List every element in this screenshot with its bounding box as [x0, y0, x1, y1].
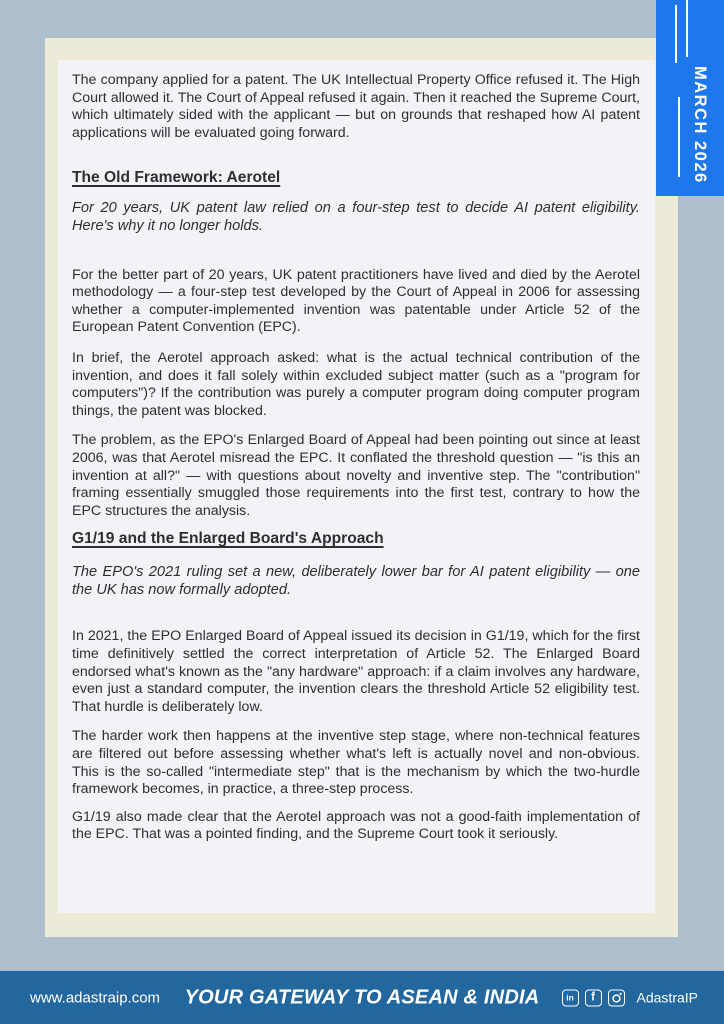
- body-paragraph-intro: The company applied for a patent. The UK Intellectual Property Office refused it. The High Court allowed it. The Court of Appeal refused it again. Then it reached the Supreme Court, which ultimately sided with the applicant — but on grounds that reshaped how AI patent applications will be evaluated going forward.: [72, 72, 640, 141]
- body-paragraph-the-problem: The problem, as the EPO's Enlarged Board of Appeal had been pointing out since at least 2006, was that Aerotel misread the EPC. It conflated the threshold question — "is this an invention at all?" — with questions about novelty and inventive step. The "contribution" framing essentially smuggled those requirements into the first test, contrary to how the EPC structures the analysis.: [72, 432, 640, 519]
- body-paragraph-harder-work: The harder work then happens at the inventive step stage, where non-technical features are filtered out before assessing whether what's left is actually novel and non-obvious. This is the so-called "intermediate step" that is the mechanism by which the two-hurdle framework becomes, in practice, a three-step process.: [72, 728, 640, 798]
- body-paragraph-in-2021: In 2021, the EPO Enlarged Board of Appeal issued its decision in G1/19, which for the first time definitively settled the correct interpretation of Article 52. The Enlarged Board endorsed what's known as the "any hardware" approach: if a claim involves any hardware, even just a standard computer, the invention clears the threshold Article 52 eligibility test. That hurdle is deliberately low.: [72, 628, 640, 715]
- website-link[interactable]: www.adastraip.com: [30, 989, 161, 1006]
- footer-social-group: [562, 989, 698, 1006]
- social-handle: AdastraIP: [636, 989, 698, 1006]
- body-paragraph-good-faith: G1/19 also made clear that the Aerotel approach was not a good-faith implementation of the EPC. That was a pointed finding, and the Supreme Court took it seriously.: [72, 808, 640, 843]
- section-lead-g119: The EPO's 2021 ruling set a new, deliberately lower bar for AI patent eligibility — one the UK has now formally adopted.: [72, 564, 640, 598]
- article-body: [58, 60, 655, 844]
- body-paragraph-in-brief: In brief, the Aerotel approach asked: what is the actual technical contribution of the invention, and does it fall solely within excluded subject matter (such as a "program for computers")? If the contribution was purely a computer program doing computer program things, the patent was blocked.: [72, 349, 640, 419]
- facebook-icon[interactable]: f: [585, 989, 602, 1006]
- linkedin-icon[interactable]: in: [562, 989, 579, 1006]
- newsletter-card: [45, 38, 678, 937]
- month-label: MARCH 2026: [691, 66, 709, 184]
- section-heading-aerotel: The Old Framework: Aerotel: [72, 169, 281, 187]
- tab-decorative-line-1: [675, 5, 677, 63]
- content-panel: [58, 60, 655, 913]
- footer-tagline: YOUR GATEWAY TO ASEAN & INDIA: [184, 986, 540, 1008]
- footer-bar: [0, 971, 724, 1024]
- month-tab: [656, 0, 724, 196]
- instagram-icon[interactable]: [608, 989, 625, 1006]
- instagram-glyph: [610, 991, 623, 1004]
- section-lead-aerotel: For 20 years, UK patent law relied on a four-step test to decide AI patent eligibility. Here's why it no longer holds.: [72, 200, 640, 234]
- tab-decorative-line-3: [678, 97, 680, 177]
- tab-decorative-line-2: [686, 0, 688, 57]
- section-heading-g119: G1/19 and the Enlarged Board's Approach: [72, 530, 384, 548]
- body-paragraph-better-part: For the better part of 20 years, UK patent practitioners have lived and died by the Aerotel methodology — a four-step test developed by the Court of Appeal in 2006 for assessing whether a computer-implemented invention was patentable under Article 52 of the European Patent Convention (EPC).: [72, 266, 640, 336]
